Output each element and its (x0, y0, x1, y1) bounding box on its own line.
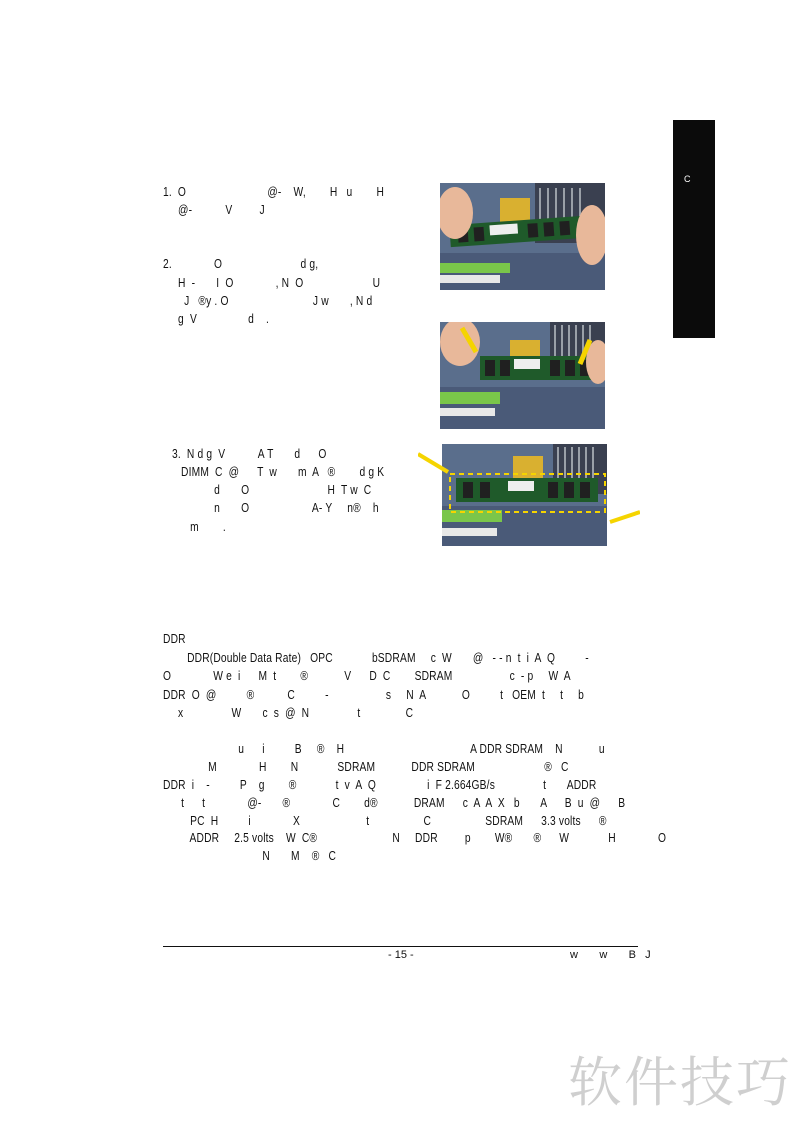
ddr-para2-line-5: PC H i X t C SDRAM 3.3 volts ® (163, 814, 607, 828)
step-1-line-1: 1. O @- W, H u H (163, 185, 385, 199)
step-2-line-2: H - I O , N O U (163, 276, 381, 290)
photo-memory-insertion (440, 183, 605, 290)
ddr-para1-line-1: DDR(Double Data Rate) OPC bSDRAM c W @ - - n t i A Q - (163, 651, 589, 665)
footer-rule (163, 946, 638, 947)
chapter-tab (673, 120, 715, 338)
ddr-para2-line-4: t t @- ® C d® DRAM c A A X b A B u @ B (163, 796, 626, 810)
step-3-line-5: m . (172, 520, 226, 534)
step-1-line-2: @- V J (163, 203, 265, 217)
ddr-para1-line-4: x W c s @ N t C (163, 706, 414, 720)
step-3-line-4: n O A- Y n® h (172, 501, 379, 515)
ddr-heading: DDR (163, 632, 186, 646)
ddr-para2-line-1: u i B ® H A DDR SDRAM N u (163, 742, 605, 756)
step-2-line-1: 2. O d g, (163, 257, 319, 271)
step-3-line-2: DIMM C @ T w m A ® d g K (172, 465, 385, 479)
footer-site: w w B J (570, 949, 651, 961)
step-2-line-3: J ®y . O J w , N d (163, 294, 373, 308)
step-3-line-1: 3. N d g V A T d O (172, 447, 327, 461)
photo-memory-press-down (440, 322, 605, 429)
page-number: - 15 - (388, 949, 414, 961)
watermark: 软件技巧 (568, 1051, 792, 1114)
ddr-para2-line-6: ADDR 2.5 volts W C® N DDR p W® ® W H O (163, 831, 667, 845)
ddr-para2-line-7: N M ® C (163, 849, 337, 863)
ddr-para2-line-3: DDR i - P g ® t v A Q i F 2.664GB/s t ADDR (163, 778, 597, 792)
step-2-line-4: g V d . (163, 312, 270, 326)
ddr-para1-line-3: DDR O @ ® C - s N A O t OEM t t b (163, 688, 585, 702)
chapter-tab-letter: C (684, 174, 691, 184)
ddr-para1-line-2: O W e i M t ® V D C SDRAM c - p W A (163, 669, 571, 683)
step-3-line-3: d O H T w C (172, 483, 372, 497)
photo-memory-latched (418, 444, 640, 546)
ddr-para2-line-2: M H N SDRAM DDR SDRAM ® C (163, 760, 569, 774)
